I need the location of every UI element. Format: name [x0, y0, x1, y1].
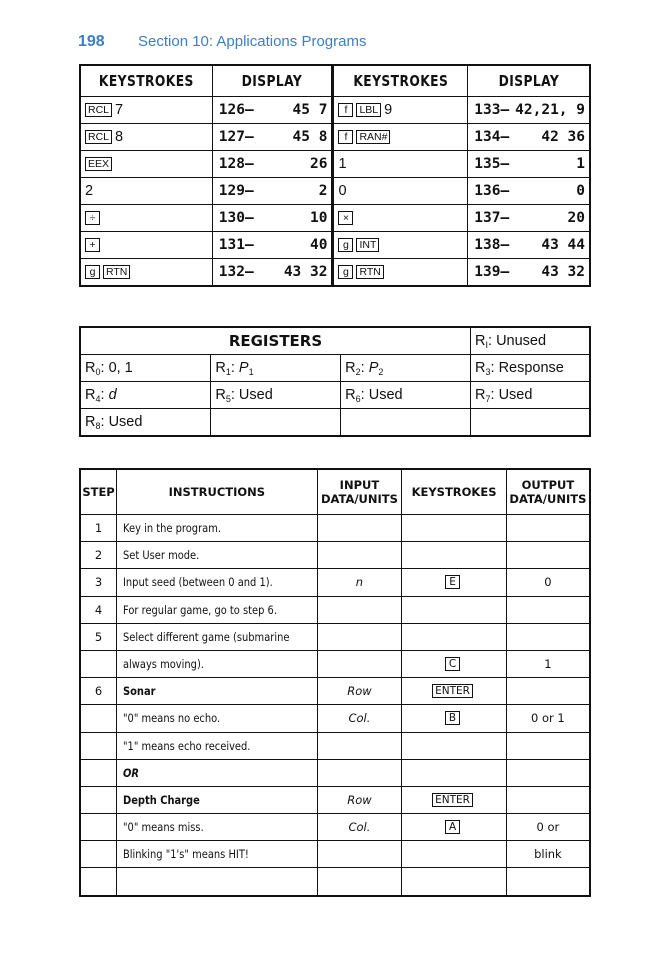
register-name: R [475, 332, 486, 349]
keystroke-cell [80, 259, 212, 287]
instruction-cell [117, 650, 318, 677]
registers-table [79, 326, 591, 437]
register-row [80, 355, 590, 382]
step-table-header [80, 469, 590, 515]
instruction-text: Depth Charge [123, 792, 200, 807]
display-cell [468, 151, 590, 178]
keystroke-cell [80, 124, 212, 151]
keystroke-cell [402, 515, 507, 542]
instruction-text: Key in the program. [123, 521, 222, 536]
key-code: 45 7 [292, 102, 328, 118]
line-number: 128– [218, 156, 254, 172]
instruction-cell [117, 515, 318, 542]
instruction-cell [117, 569, 318, 596]
key-cap: RTN [356, 265, 383, 279]
register-index: 4 [95, 393, 101, 404]
register-row [80, 409, 590, 437]
header-keystrokes-1: KEYSTROKES [92, 65, 200, 97]
register-sep: : [360, 359, 369, 376]
register-name: R [215, 359, 226, 376]
output-data-cell: 1 [506, 650, 590, 677]
display-cell [468, 178, 590, 205]
register-sep: : [100, 413, 109, 430]
instruction-cell [117, 759, 318, 786]
keystroke-cell [402, 814, 507, 841]
key-cap: ENTER [432, 793, 473, 807]
step-row [80, 786, 590, 813]
keystroke-cell [402, 841, 507, 868]
output-data-cell [506, 732, 590, 759]
keystroke-cell [333, 205, 468, 232]
keystroke-cell [80, 178, 212, 205]
instruction-text: Select different game (submarine [123, 629, 290, 644]
register-cell [471, 382, 591, 409]
output-data-cell [506, 678, 590, 705]
register-sep: : [230, 386, 239, 403]
keystroke-cell [402, 542, 507, 569]
header-display-2: DISPLAY [479, 65, 579, 97]
keystroke-row [80, 124, 590, 151]
key-cap: RCL [85, 130, 112, 144]
key-code: 43 32 [541, 264, 585, 280]
page-header [78, 33, 366, 51]
line-number: 135– [474, 156, 510, 172]
keystroke-cell [402, 596, 507, 623]
page-number: 198 [78, 33, 105, 50]
output-data-cell [506, 786, 590, 813]
key-cap: + [85, 238, 100, 252]
key-cap: g [338, 265, 353, 279]
register-name: R [85, 413, 96, 430]
step-number [80, 732, 117, 759]
register-cell [80, 409, 211, 437]
keystroke-row [80, 232, 590, 259]
output-data-cell: 0 or 1 [506, 705, 590, 732]
step-row [80, 542, 590, 569]
instruction-cell [117, 786, 318, 813]
keystroke-row [80, 205, 590, 232]
step-row [80, 868, 590, 896]
register-value: P [238, 359, 249, 376]
instruction-cell [117, 705, 318, 732]
step-number: 2 [80, 542, 117, 569]
register-name: R [345, 359, 356, 376]
step-number [80, 759, 117, 786]
register-value: Used [108, 413, 143, 430]
register-sep: : [488, 332, 497, 349]
header-instructions: INSTRUCTIONS [117, 469, 318, 515]
keystroke-cell [333, 124, 468, 151]
register-index: 6 [355, 393, 361, 404]
register-index: 2 [355, 366, 361, 377]
instruction-text: Input seed (between 0 and 1). [123, 575, 273, 590]
instruction-cell [117, 732, 318, 759]
step-table [79, 468, 591, 897]
register-cell [341, 382, 471, 409]
step-number: 4 [80, 596, 117, 623]
register-value: Used [498, 386, 533, 403]
key-code: 10 [310, 210, 328, 226]
register-cell [80, 355, 211, 382]
register-name: R [85, 359, 96, 376]
key-value: 0 [338, 183, 347, 199]
register-value: Used [368, 386, 403, 403]
display-cell [468, 124, 590, 151]
step-row [80, 650, 590, 677]
output-data-cell [506, 759, 590, 786]
header-input: INPUT DATA/UNITS [317, 469, 402, 515]
line-number: 132– [218, 264, 254, 280]
output-data-cell [506, 596, 590, 623]
register-cell [471, 355, 591, 382]
key-value: 7 [115, 102, 124, 118]
keystroke-cell [80, 97, 212, 124]
line-number: 131– [218, 237, 254, 253]
display-cell [212, 97, 333, 124]
instruction-text: Blinking "1's" means HIT! [123, 847, 249, 862]
line-number: 129– [218, 183, 254, 199]
register-cell [341, 409, 471, 437]
instruction-text: "1" means echo received. [123, 738, 251, 753]
step-number [80, 868, 117, 896]
step-number: 3 [80, 569, 117, 596]
input-data-cell [317, 623, 402, 650]
output-data-cell: blink [506, 841, 590, 868]
keystroke-cell [333, 232, 468, 259]
key-cap: g [338, 238, 353, 252]
input-data-cell: n [317, 569, 402, 596]
key-cap: f [338, 130, 353, 144]
register-index: 8 [95, 420, 101, 431]
key-cap: RCL [85, 103, 112, 117]
register-value: d [108, 386, 117, 403]
register-sep: : [490, 359, 499, 376]
instruction-cell [117, 868, 318, 896]
header-step: STEP [80, 469, 117, 515]
register-value-index: 2 [378, 366, 384, 377]
instruction-cell [117, 678, 318, 705]
step-number [80, 705, 117, 732]
output-data-cell [506, 623, 590, 650]
instruction-text: "0" means no echo. [123, 711, 221, 726]
header-keystrokes: KEYSTROKES [402, 469, 507, 515]
display-cell [212, 124, 333, 151]
keystroke-row [80, 178, 590, 205]
step-row [80, 569, 590, 596]
register-name: R [475, 359, 486, 376]
display-cell [212, 259, 333, 287]
input-data-cell [317, 596, 402, 623]
register-sep: : [490, 386, 499, 403]
register-cell [211, 355, 341, 382]
line-number: 127– [218, 129, 254, 145]
key-cap: B [445, 711, 460, 725]
key-cap: E [445, 575, 460, 589]
step-row [80, 759, 590, 786]
keystroke-row [80, 97, 590, 124]
register-value: Used [238, 386, 273, 403]
display-cell [468, 97, 590, 124]
input-data-cell [317, 841, 402, 868]
step-number: 1 [80, 515, 117, 542]
header-keystrokes-2: KEYSTROKES [345, 65, 456, 97]
key-cap: ÷ [85, 211, 100, 225]
instruction-cell [117, 542, 318, 569]
step-row [80, 678, 590, 705]
step-number [80, 814, 117, 841]
input-data-cell: Col. [317, 814, 402, 841]
input-data-cell: Row [317, 786, 402, 813]
register-name: R [345, 386, 356, 403]
keystroke-cell [333, 97, 468, 124]
register-index: 0 [95, 366, 101, 377]
line-number: 134– [474, 129, 510, 145]
register-value: Response [498, 359, 564, 376]
keystroke-cell [402, 623, 507, 650]
register-cell [471, 409, 591, 437]
register-index: 5 [225, 393, 231, 404]
output-data-cell [506, 868, 590, 896]
step-number: 5 [80, 623, 117, 650]
display-cell [468, 259, 590, 287]
register-name: R [215, 386, 226, 403]
key-code: 1 [576, 156, 585, 172]
key-code: 2 [318, 183, 328, 199]
line-number: 136– [474, 183, 510, 199]
instruction-cell [117, 841, 318, 868]
keystroke-cell [402, 705, 507, 732]
keystroke-cell [333, 178, 468, 205]
key-code: 43 32 [283, 264, 328, 280]
keystroke-cell [80, 151, 212, 178]
register-sep: : [100, 386, 109, 403]
instruction-text: Set User mode. [123, 548, 200, 563]
instruction-text: always moving). [123, 657, 205, 672]
keystroke-cell [402, 569, 507, 596]
output-data-cell: 0 or [506, 814, 590, 841]
keystroke-cell [402, 868, 507, 896]
display-cell [468, 205, 590, 232]
keystroke-cell [402, 650, 507, 677]
step-row [80, 705, 590, 732]
step-row [80, 841, 590, 868]
key-cap: LBL [356, 103, 381, 117]
keystroke-row [80, 259, 590, 287]
line-number: 130– [218, 210, 254, 226]
key-cap: C [445, 657, 460, 671]
register-sep: : [360, 386, 369, 403]
instruction-cell [117, 814, 318, 841]
key-code: 26 [310, 156, 328, 172]
key-cap: EEX [85, 157, 112, 171]
registers-title: REGISTERS [80, 327, 471, 355]
key-cap: ENTER [432, 684, 473, 698]
instruction-cell [117, 596, 318, 623]
key-code: 42 36 [541, 129, 585, 145]
register-index: 3 [485, 366, 491, 377]
register-index: I [485, 339, 488, 350]
key-value: 2 [85, 183, 94, 199]
step-row [80, 596, 590, 623]
register-cell [80, 382, 211, 409]
display-cell [212, 205, 333, 232]
step-number [80, 650, 117, 677]
keystroke-row [80, 151, 590, 178]
input-data-cell [317, 868, 402, 896]
register-value: Unused [496, 332, 547, 349]
keystroke-cell [333, 259, 468, 287]
step-number [80, 786, 117, 813]
step-row [80, 515, 590, 542]
step-number: 6 [80, 678, 117, 705]
key-cap: RAN# [356, 130, 390, 144]
register-sep: : [100, 359, 109, 376]
display-cell [212, 232, 333, 259]
key-cap: × [338, 211, 353, 225]
keystroke-cell [80, 232, 212, 259]
section-title: Section 10: Applications Programs [138, 33, 367, 50]
key-value: 9 [384, 102, 393, 118]
instruction-text: For regular game, go to step 6. [123, 602, 278, 617]
step-row [80, 732, 590, 759]
register-row [80, 382, 590, 409]
input-data-cell [317, 515, 402, 542]
instruction-cell [117, 623, 318, 650]
key-code: 40 [310, 237, 328, 253]
display-cell [212, 151, 333, 178]
keystroke-cell [333, 151, 468, 178]
step-number [80, 841, 117, 868]
display-cell [468, 232, 590, 259]
key-code: 42,21, 9 [515, 102, 585, 118]
instruction-text: "0" means miss. [123, 820, 204, 835]
display-cell [212, 178, 333, 205]
register-value: 0, 1 [108, 359, 133, 376]
line-number: 133– [474, 102, 510, 118]
input-data-cell [317, 759, 402, 786]
key-cap: INT [356, 238, 379, 252]
register-index: 7 [485, 393, 491, 404]
input-data-cell: Col. [317, 705, 402, 732]
key-code: 43 44 [541, 237, 585, 253]
key-cap: RTN [103, 265, 130, 279]
key-cap: A [445, 820, 460, 834]
register-cell [211, 382, 341, 409]
input-data-cell [317, 732, 402, 759]
keystroke-cell [402, 732, 507, 759]
register-name: R [475, 386, 486, 403]
register-name: R [85, 386, 96, 403]
register-cell [341, 355, 471, 382]
key-cap: g [85, 265, 100, 279]
line-number: 138– [474, 237, 510, 253]
step-row [80, 814, 590, 841]
key-value: 8 [115, 129, 124, 145]
register-value: P [368, 359, 379, 376]
header-output: OUTPUT DATA/UNITS [506, 469, 590, 515]
output-data-cell: 0 [506, 569, 590, 596]
register-value-index: 1 [248, 366, 254, 377]
key-code: 20 [567, 210, 585, 226]
output-data-cell [506, 542, 590, 569]
header-display-1: DISPLAY [223, 65, 322, 97]
line-number: 139– [474, 264, 510, 280]
input-data-cell [317, 542, 402, 569]
register-ri [471, 327, 591, 355]
key-cap: f [338, 103, 353, 117]
input-data-cell [317, 650, 402, 677]
line-number: 126– [218, 102, 254, 118]
keystroke-cell [402, 678, 507, 705]
instruction-text: OR [123, 765, 140, 780]
keystroke-cell [402, 759, 507, 786]
output-data-cell [506, 515, 590, 542]
key-code: 0 [576, 183, 585, 199]
line-number: 137– [474, 210, 510, 226]
keystroke-cell [402, 786, 507, 813]
register-sep: : [230, 359, 239, 376]
keystroke-table-header [80, 65, 590, 97]
input-data-cell: Row [317, 678, 402, 705]
register-cell [211, 409, 341, 437]
register-index: 1 [225, 366, 231, 377]
keystroke-cell [80, 205, 212, 232]
instruction-text: Sonar [123, 684, 156, 699]
key-value: 1 [338, 156, 347, 172]
keystroke-table [79, 64, 591, 287]
key-code: 45 8 [292, 129, 328, 145]
step-row [80, 623, 590, 650]
